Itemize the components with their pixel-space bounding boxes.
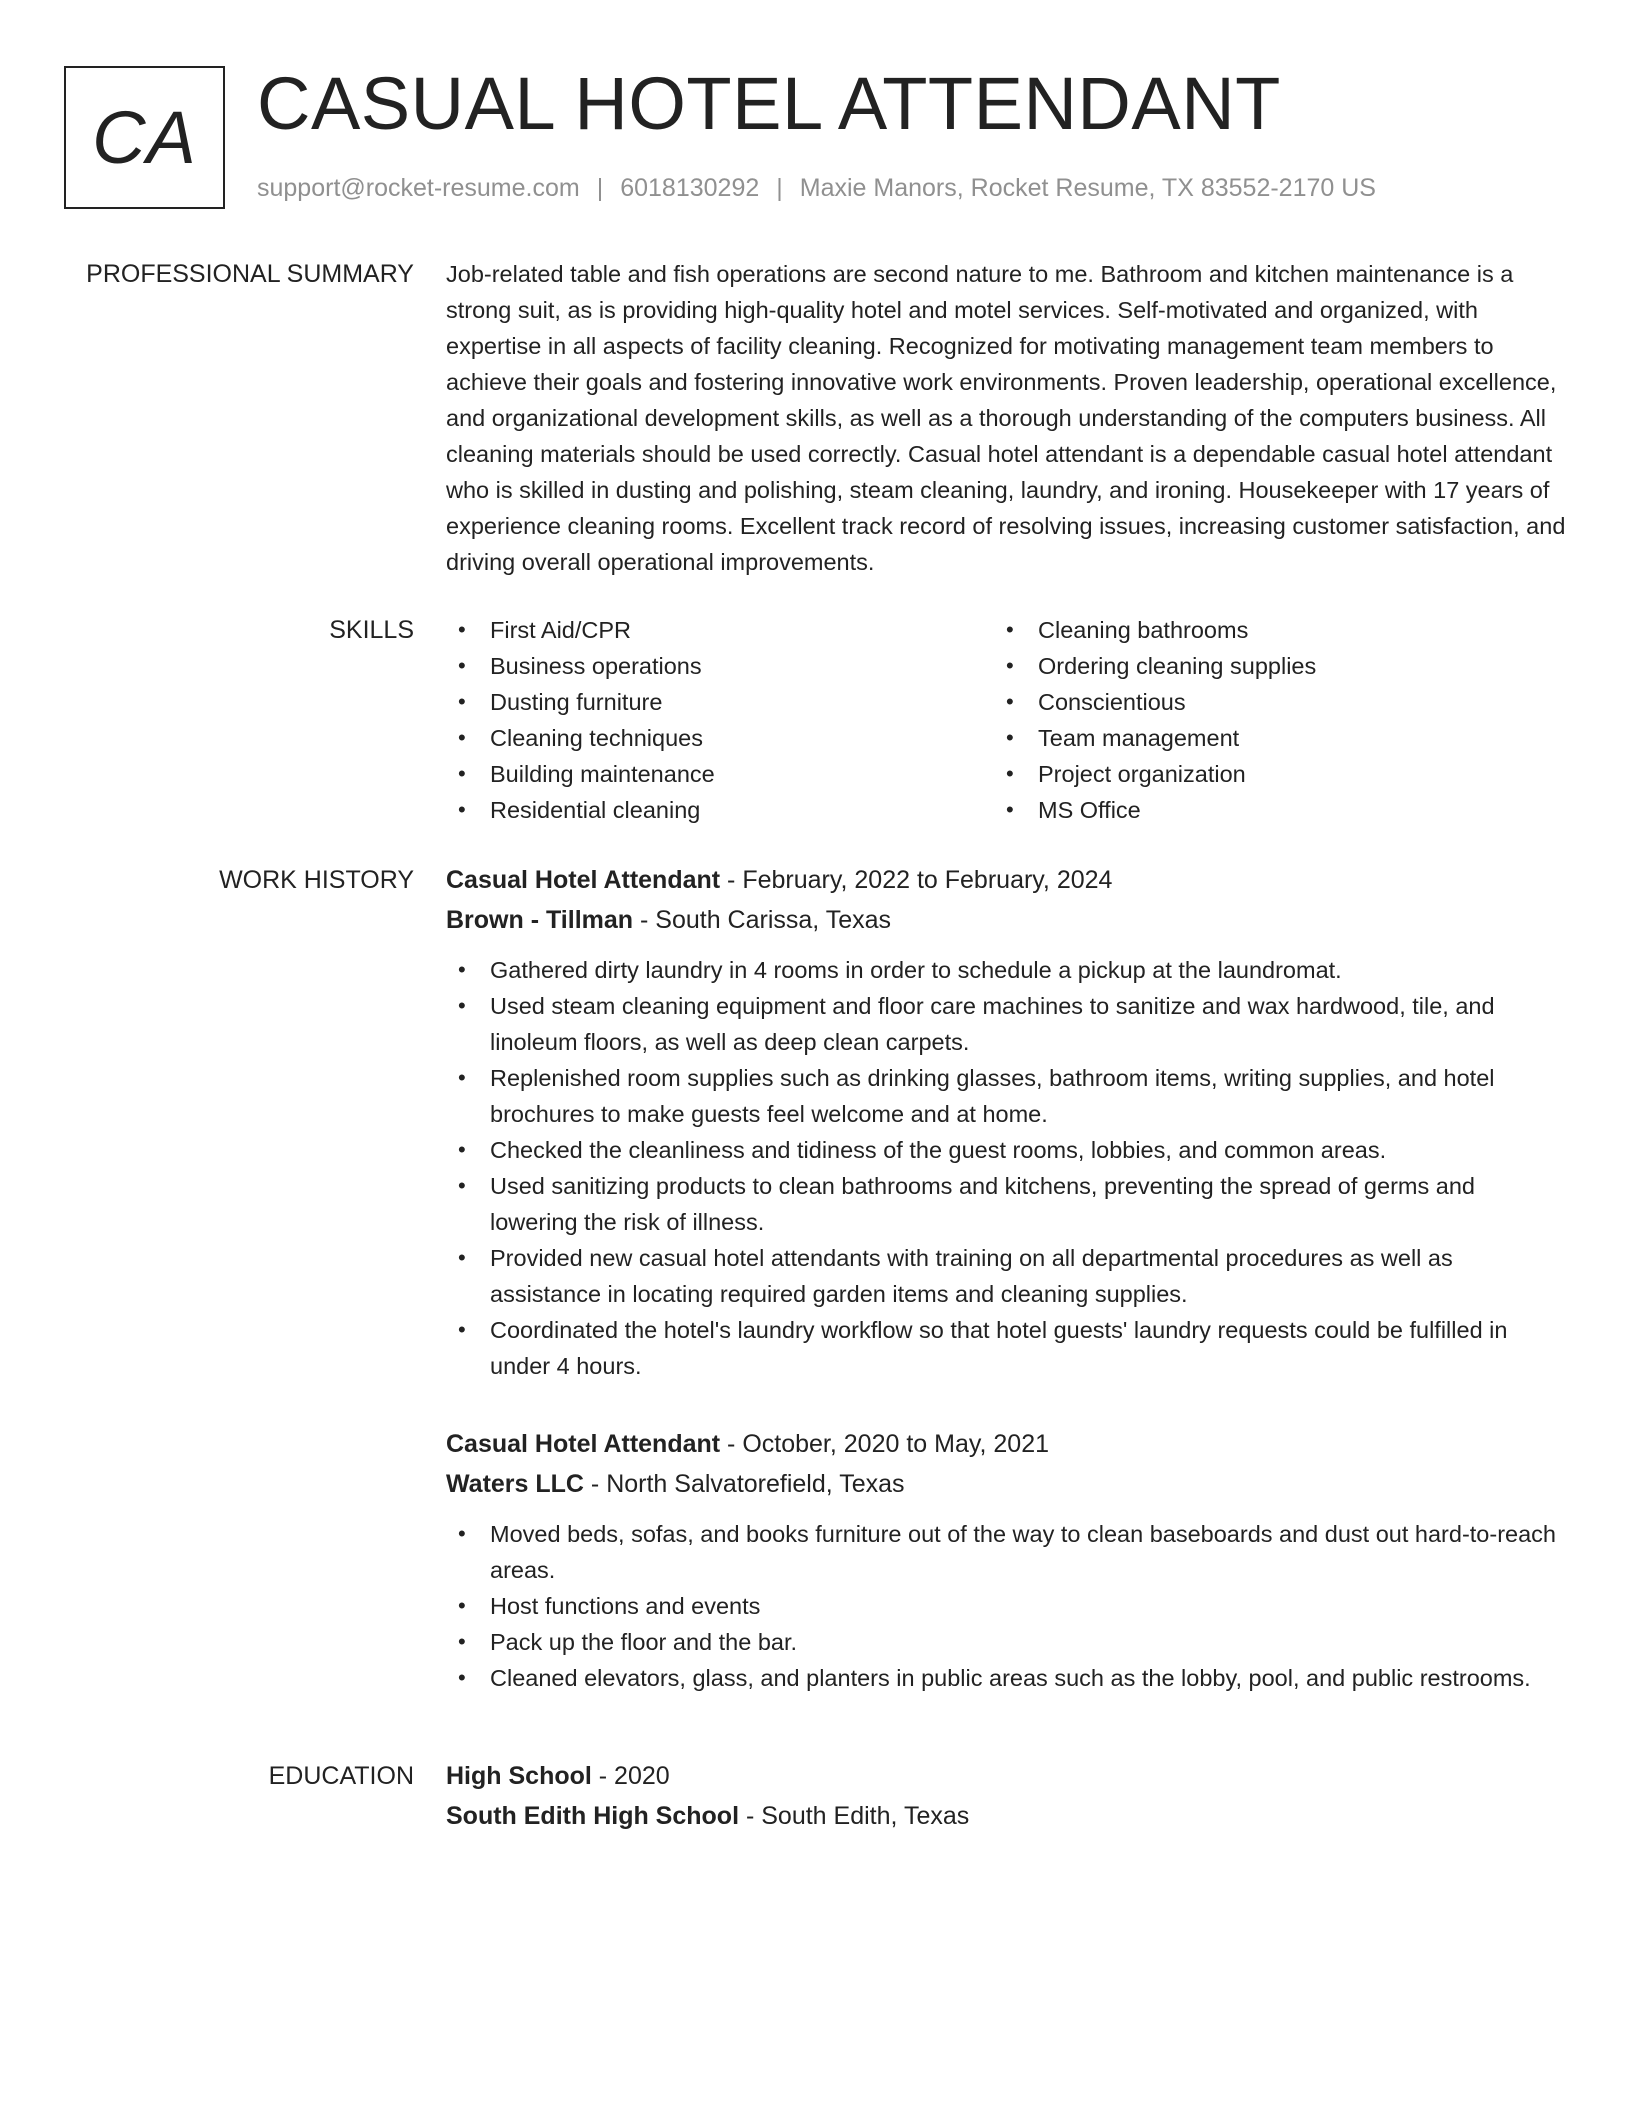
job-bullet: • Checked the cleanliness and tidiness of the guest rooms, lobbies, and common areas.: [446, 1132, 1566, 1168]
job-company: Brown - Tillman: [446, 906, 634, 934]
skill-item: • Project organization: [994, 756, 1542, 792]
job-bullet: • Replenished room supplies such as drinking glasses, bathroom items, writing supplies, and hotel brochures to make guests feel welcome and at home.: [446, 1060, 1566, 1132]
contact-separator: |: [776, 174, 783, 202]
education-label: EDUCATION: [268, 1762, 414, 1790]
resume-header: [64, 62, 1564, 210]
skill-item: • Dusting furniture: [446, 684, 994, 720]
skill-item: • Building maintenance: [446, 756, 994, 792]
job-bullet: • Used sanitizing products to clean bathrooms and kitchens, preventing the spread of germs and lowering the risk of illness.: [446, 1168, 1566, 1240]
job-company: Waters LLC: [446, 1470, 584, 1498]
skill-item: • Team management: [994, 720, 1542, 756]
education-school-line: [446, 1796, 1566, 1836]
skills-label: SKILLS: [329, 616, 414, 644]
job-entry: [446, 1424, 1566, 1696]
skills-grid: [446, 612, 1566, 828]
job-bullet: • Pack up the floor and the bar.: [446, 1624, 1566, 1660]
education-location: - South Edith, Texas: [739, 1802, 970, 1830]
job-bullet: • Gathered dirty laundry in 4 rooms in order to schedule a pickup at the laundromat.: [446, 952, 1566, 988]
job-location: - South Carissa, Texas: [633, 906, 892, 934]
skill-item: • Ordering cleaning supplies: [994, 648, 1542, 684]
skills-column-right: [994, 612, 1542, 828]
summary-body: [446, 256, 1566, 580]
skill-item: • MS Office: [994, 792, 1542, 828]
work-history-label: WORK HISTORY: [219, 866, 414, 894]
skills-column-left: [446, 612, 994, 828]
job-dates: - February, 2022 to February, 2024: [720, 866, 1113, 894]
job-bullet: • Coordinated the hotel's laundry workflow so that hotel guests' laundry requests could be fulfilled in under 4 hours.: [446, 1312, 1566, 1384]
education-year: - 2020: [591, 1762, 670, 1790]
skill-item: • First Aid/CPR: [446, 612, 994, 648]
job-bullet: • Cleaned elevators, glass, and planters in public areas such as the lobby, pool, and public restrooms.: [446, 1660, 1566, 1696]
contact-separator: |: [596, 174, 604, 202]
skill-item: • Business operations: [446, 648, 994, 684]
job-company-line: [446, 1464, 1566, 1504]
education-degree-line: [446, 1756, 1566, 1796]
skill-item: • Cleaning techniques: [446, 720, 994, 756]
job-dates: - October, 2020 to May, 2021: [720, 1430, 1050, 1458]
education-body: [446, 1756, 1566, 1836]
job-bullet: • Host functions and events: [446, 1588, 1566, 1624]
work-history-body: [446, 860, 1566, 1736]
job-bullets: [446, 952, 1566, 1384]
job-title: Casual Hotel Attendant: [446, 1430, 721, 1458]
job-title: Casual Hotel Attendant: [446, 866, 721, 894]
skill-item: • Conscientious: [994, 684, 1542, 720]
contact-line: [257, 174, 1376, 203]
job-bullet: • Provided new casual hotel attendants with training on all departmental procedures as well as assistance in locating required garden items and cleaning supplies.: [446, 1240, 1566, 1312]
job-bullet: • Moved beds, sofas, and books furniture out of the way to clean baseboards and dust out hard-to-reach areas.: [446, 1516, 1566, 1588]
summary-text: Job-related table and fish operations are second nature to me. Bathroom and kitchen maintenance is a strong suit, as is providing high-quality hotel and motel services. Self-motivated and organized, with expertise in all aspects of facility cleaning. Recognized for motivating management team members to achieve their goals and fostering innovative work environments. Proven leadership, operational excellence, and organizational development skills, as well as a thorough understanding of the computers business. All cleaning materials should be used correctly. Casual hotel attendant is a dependable casual hotel attendant who is skilled in dusting and polishing, steam cleaning, laundry, and ironing. Housekeeper with 17 years of experience cleaning rooms. Excellent track record of resolving issues, increasing customer satisfaction, and driving overall operational improvements.: [446, 261, 1566, 575]
candidate-name: CASUAL HOTEL ATTENDANT: [257, 62, 1281, 145]
job-company-line: [446, 900, 1566, 940]
job-title-line: [446, 1424, 1566, 1464]
contact-email[interactable]: support@rocket-resume.com: [257, 174, 580, 202]
job-title-line: [446, 860, 1566, 900]
job-bullet: • Used steam cleaning equipment and floor care machines to sanitize and wax hardwood, tile, and linoleum floors, as well as deep clean carpets.: [446, 988, 1566, 1060]
contact-address: Maxie Manors, Rocket Resume, TX 83552-2170 US: [799, 174, 1376, 202]
contact-phone[interactable]: 6018130292: [620, 174, 760, 202]
skill-item: • Cleaning bathrooms: [994, 612, 1542, 648]
education-degree: High School: [446, 1762, 592, 1790]
education-school: South Edith High School: [446, 1802, 740, 1830]
summary-label: PROFESSIONAL SUMMARY: [86, 260, 414, 288]
job-location: - North Salvatorefield, Texas: [583, 1470, 905, 1498]
job-bullets: [446, 1516, 1566, 1696]
skill-item: • Residential cleaning: [446, 792, 994, 828]
monogram-logo: CA: [64, 66, 225, 209]
job-entry: [446, 860, 1566, 1384]
